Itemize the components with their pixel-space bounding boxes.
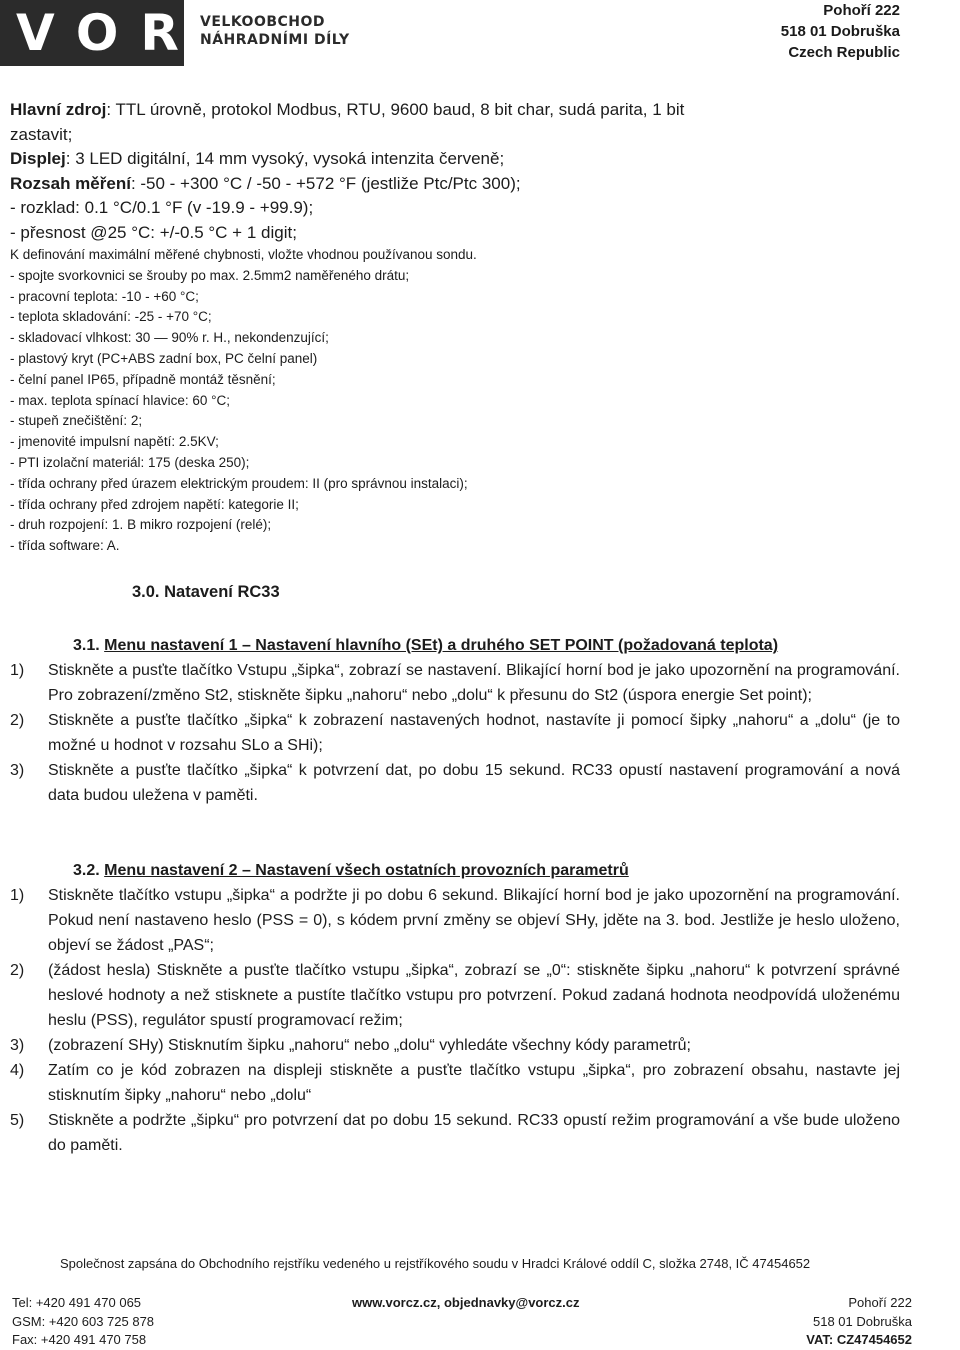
header-address (781, 0, 900, 63)
menu2-steps (10, 883, 900, 1158)
list-item: 3) (zobrazení SHy) Stisknutím šipku „nahoru“ nebo „dolu“ vyhledáte všechny kódy parametrů; (10, 1037, 691, 1054)
footer-web-email[interactable]: www.vorcz.cz, objednavky@vorcz.cz (352, 1295, 580, 1310)
list-item: 1) Stiskněte tlačítko vstupu „šipka“ a podržte ji po dobu 6 sekund. Blikající horní bod je jako upozornění na programování. Pokud není nastaveno heslo (PSS = 0), s kódem první změny se objeví SHy, jděte na 3. bod. Jestliže je heslo uloženo, objeví se žádost „PAS“; (10, 887, 900, 954)
footer-address-street: Pohoří 222 (848, 1295, 912, 1310)
spec-line: - třída ochrany před úrazem elektrickým proudem: II (pro správnou instalaci); (10, 475, 468, 491)
spec-power: Hlavní zdroj: TTL úrovně, protokol Modbus, RTU, 9600 baud, 8 bit char, sudá parita, 1 bit zastavit; (10, 100, 685, 144)
spec-line: - jmenovité impulsní napětí: 2.5KV; (10, 434, 219, 450)
menu1-steps (10, 658, 900, 808)
footer-tel: Tel: +420 491 470 065 (12, 1295, 142, 1310)
spec-line: K definování maximální měřené chybnosti, vložte vhodnou používanou sondu. (10, 247, 477, 262)
spec-line: - PTI izolační materiál: 175 (deska 250); (10, 454, 250, 470)
footer-vat: VAT: CZ47454652 (806, 1332, 912, 1347)
spec-display: Displej: 3 LED digitální, 14 mm vysoký, vysoká intenzita červeně; (10, 149, 505, 168)
footer-phones (12, 1294, 154, 1350)
spec-line: - spojte svorkovnici se šrouby po max. 2.5mm2 naměřeného drátu; (10, 267, 410, 283)
list-item: 1) Stiskněte a pusťte tlačítko Vstupu „šipka“, zobrazí se nastavení. Blikající horní bod je jako upozornění na programování. Pro zobrazení/změno St2, stiskněte šipku „nahoru“ nebo „dolu“ k přesunu do St2 (úspora energie Set point); (10, 662, 900, 704)
section-title: 3.0. Natavení RC33 (132, 583, 280, 601)
spec-range: Rozsah měření: -50 - +300 °C / -50 - +572 °F (jestliže Ptc/Ptc 300); (10, 173, 521, 193)
header-address-street: Pohoří 222 (823, 2, 900, 19)
spec-line: - skladovací vlhkost: 30 — 90% r. H., nekondenzující; (10, 330, 329, 346)
logo-tagline-1: VELKOOBCHOD (200, 14, 326, 30)
list-item: 3) Stiskněte a pusťte tlačítko „šipka“ k potvrzení dat, po dobu 15 sekund. RC33 opustí nastavení programování a nová data budou uležena v paměti. (10, 762, 900, 804)
footer-gsm: GSM: +420 603 725 878 (12, 1313, 155, 1329)
footer-contact (352, 1294, 580, 1313)
list-item: 5) Stiskněte a podržte „šipku“ pro potvrzení dat po dobu 15 sekund. RC33 opustí režim programování a vše bude uloženo do paměti. (10, 1112, 900, 1154)
spec-line: - třída software: A. (10, 538, 120, 554)
logo-tagline-2: NÁHRADNÍMI DÍLY (200, 32, 350, 48)
footer-address (806, 1294, 912, 1350)
company-logo (0, 0, 360, 66)
logo-mark: VOR (0, 0, 184, 66)
spec-line: - plastový kryt (PC+ABS zadní box, PC čelní panel) (10, 350, 318, 366)
menu2-heading: 3.2. Menu nastavení 2 – Nastavení všech ostatních provozních parametrů (73, 862, 629, 879)
footer-registration-note: Společnost zapsána do Obchodního rejstříku vedeného u rejstříkového soudu v Hradci Králové oddíl C, složka 2748, IČ 47454652 (60, 1256, 811, 1271)
spec-accuracy: - přesnost @25 °C: +/-0.5 °C + 1 digit; (10, 222, 297, 242)
list-item: 4) Zatím co je kód zobrazen na displeji stiskněte a pusťte tlačítko vstupu „šipka“, pro zobrazení obsahu, nastavte jej stisknutím šipky „nahoru“ nebo „dolu“ (10, 1062, 900, 1104)
spec-line: - max. teplota spínací hlavice: 60 °C; (10, 392, 231, 408)
list-item: 2) (žádost hesla) Stiskněte a pusťte tlačítko vstupu „šipka“, zobrazí se „0“: stiskněte šipku „nahoru“ k potvrzení správné heslové hodnoty a než stisknete a pustíte tlačítko vstupu pro potvrzení. Pokud zadaná hodnota neodpovídá uloženému heslu (PSS), regulátor spustí programovací režim; (10, 962, 900, 1029)
header-address-city: 518 01 Dobruška (780, 23, 900, 40)
spec-line: - stupeň znečištění: 2; (10, 413, 143, 429)
menu1-heading: 3.1. Menu nastavení 1 – Nastavení hlavního (SEt) a druhého SET POINT (požadovaná teplota) (73, 637, 779, 654)
footer-fax: Fax: +420 491 470 758 (12, 1332, 147, 1347)
spec-block (10, 98, 750, 557)
spec-line: - třída ochrany před zdrojem napětí: kategorie II; (10, 496, 299, 512)
spec-line: - čelní panel IP65, případně montáž těsnění; (10, 371, 276, 387)
spec-line: - druh rozpojení: 1. B mikro rozpojení (relé); (10, 517, 272, 533)
menu1-section (10, 633, 900, 808)
menu2-section (10, 858, 900, 1158)
spec-line: - teplota skladování: -25 - +70 °C; (10, 309, 212, 325)
spec-line: - pracovní teplota: -10 - +60 °C; (10, 288, 199, 304)
list-item: 2) Stiskněte a pusťte tlačítko „šipka“ k zobrazení nastavených hodnot, nastavíte ji pomocí šipky „nahoru“ a „dolu“ (je to možné u hodnot v rozsahu SLo a SHi); (10, 712, 900, 754)
spec-resolution: - rozklad: 0.1 °C/0.1 °F (v -19.9 - +99.9); (10, 198, 314, 217)
header-address-country: Czech Republic (788, 44, 900, 61)
footer-address-city: 518 01 Dobruška (812, 1313, 912, 1329)
